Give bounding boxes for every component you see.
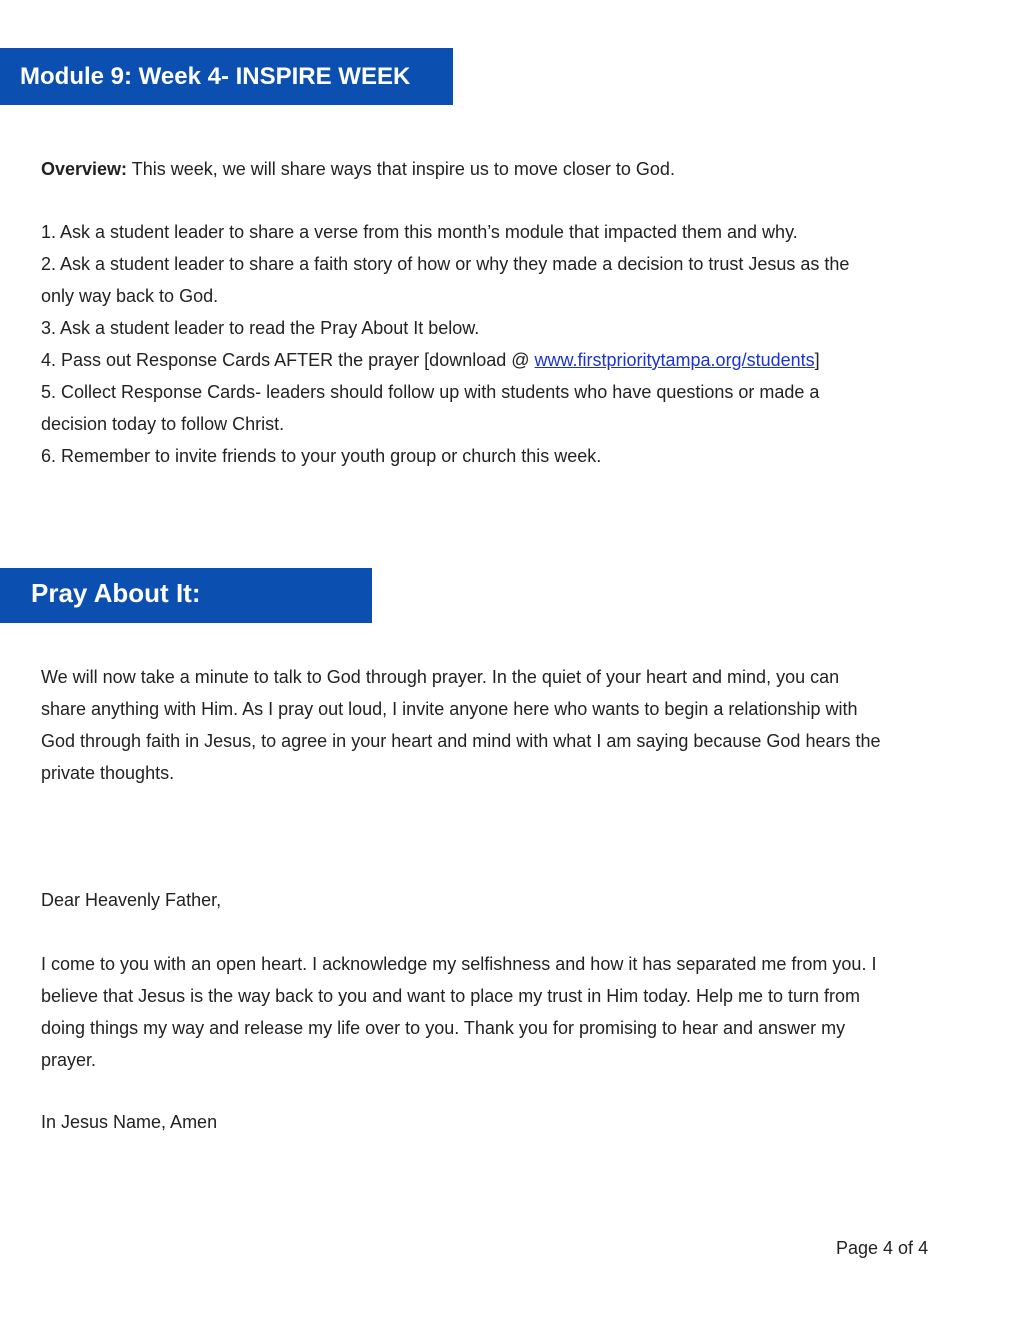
step-item-4-suffix: ] xyxy=(814,350,820,370)
overview-paragraph xyxy=(41,153,991,185)
step-item-1: 1. Ask a student leader to share a verse from this month’s module that impacted them and why. xyxy=(41,222,798,242)
prayer-closing: In Jesus Name, Amen xyxy=(41,1112,218,1132)
pray-about-it-banner xyxy=(0,568,372,623)
step-item-4 xyxy=(41,344,991,376)
prayer-intro-line-4: private thoughts. xyxy=(41,763,175,783)
steps-list xyxy=(41,216,991,472)
prayer-body-line-4: prayer. xyxy=(41,1050,97,1070)
prayer-intro-paragraph xyxy=(41,661,991,789)
prayer-body-line-3: doing things my way and release my life over to you. Thank you for promising to hear and answer my xyxy=(41,1018,846,1038)
prayer-intro-line-2: share anything with Him. As I pray out loud, I invite anyone here who wants to begin a relationship with xyxy=(41,699,858,719)
step-item-6: 6. Remember to invite friends to your youth group or church this week. xyxy=(41,446,602,466)
step-item-4-prefix: 4. Pass out Response Cards AFTER the prayer [download @ xyxy=(41,350,535,370)
prayer-body-line-2: believe that Jesus is the way back to you and want to place my trust in Him today. Help me to turn from xyxy=(41,986,861,1006)
step-item-5-line-1: 5. Collect Response Cards- leaders should follow up with students who have questions or made a xyxy=(41,382,820,402)
overview-label: Overview: xyxy=(41,159,128,179)
page-number: Page 4 of 4 xyxy=(836,1238,929,1258)
overview-text: This week, we will share ways that inspire us to move closer to God. xyxy=(127,159,675,179)
prayer-salutation: Dear Heavenly Father, xyxy=(41,890,222,910)
module-header-banner xyxy=(0,48,453,105)
module-title: Module 9: Week 4- INSPIRE WEEK xyxy=(20,63,411,90)
prayer-body-paragraph xyxy=(41,948,991,1076)
prayer-body-line-1: I come to you with an open heart. I acknowledge my selfishness and how it has separated me from you. I xyxy=(41,954,877,974)
step-item-2-line-2: only way back to God. xyxy=(41,286,219,306)
pray-about-it-title: Pray About It: xyxy=(31,578,201,608)
prayer-intro-line-1: We will now take a minute to talk to God through prayer. In the quiet of your heart and mind, you can xyxy=(41,667,840,687)
students-download-link[interactable]: www.firstprioritytampa.org/students xyxy=(534,350,815,370)
step-item-5-line-2: decision today to follow Christ. xyxy=(41,414,285,434)
step-item-2-line-1: 2. Ask a student leader to share a faith story of how or why they made a decision to trust Jesus as the xyxy=(41,254,850,274)
step-item-3: 3. Ask a student leader to read the Pray About It below. xyxy=(41,318,480,338)
prayer-intro-line-3: God through faith in Jesus, to agree in your heart and mind with what I am saying because God hears the xyxy=(41,731,881,751)
